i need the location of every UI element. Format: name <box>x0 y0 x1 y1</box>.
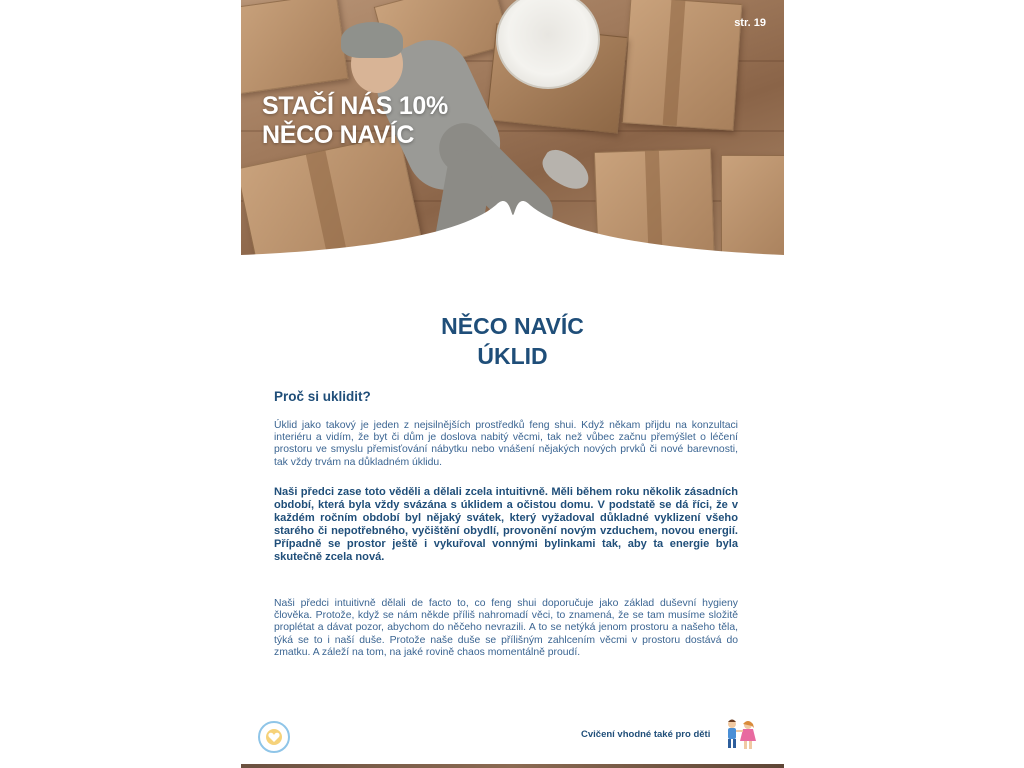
cardboard-box <box>594 148 715 270</box>
heart-logo-icon <box>258 721 290 753</box>
page-number: str. 19 <box>734 17 766 29</box>
hero-title-line1: STAČÍ NÁS 10% <box>262 92 448 120</box>
cardboard-box <box>721 155 784 262</box>
cardboard-box <box>241 134 423 270</box>
cardboard-box <box>622 0 743 131</box>
paragraph-highlight: Naši předci zase toto věděli a dělali zcela intuitivně. Měli během roku několik zásadních období, která byla vždy svázána s úklidem a očistou domu. V podstatě se dá říci, že v každém ročním období byl nějaký svátek, který vyžadoval důkladné vyklizení všeho starého či nepotřebného, vyčištění obydlí, provonění novým vzduchem, novou energií. Případně se prostor ještě i vykuřoval vonnými bylinkami tak, aby ta energie byla skutečně zcela nová. <box>274 486 738 563</box>
cardboard-box <box>241 0 349 94</box>
hero-photo <box>241 0 784 270</box>
section-heading: Proč si uklidit? <box>274 389 371 404</box>
children-icon <box>721 718 759 752</box>
page-title <box>241 311 784 371</box>
footer-note: Cvičení vhodné také pro děti <box>581 729 711 740</box>
page-title-line2: ÚKLID <box>477 343 548 369</box>
hero-title <box>262 92 448 150</box>
person-cap <box>341 22 403 58</box>
paragraph-intro: Úklid jako takový je jeden z nejsilnějších prostředků feng shui. Když někam přijdu na konzultaci interiéru a vidím, že byt či dům je doslova nabitý věcmi, tak než vůbec začnu přemýšlet o léčení prostoru ve smyslu přemisťování nábytku nebo vnášení nějakých nových prvků či nové barevnosti, tak vždy trvám na důkladném úklidu. <box>274 420 738 468</box>
page-title-line1: NĚCO NAVÍC <box>441 313 584 339</box>
hero-title-line2: NĚCO NAVÍC <box>262 121 415 149</box>
next-page-photo-strip <box>241 764 784 768</box>
paragraph-body: Naši předci intuitivně dělali de facto to, co feng shui doporučuje jako základ duševní hygieny člověka. Protože, když se nám někde příliš nahromadí věci, to znamená, že se tam musíme složitě proplétat a dávat pozor, abychom do něčeho nevrazili. A to se netýká jenom prostoru a našeho těla, týká se to i naší duše. Protože naše duše se přílišným zahlcením věcmi v prostoru dostává do zmatku. A záleží na tom, na jaké rovině chaos momentálně proudí. <box>274 598 738 658</box>
document-page <box>241 0 784 768</box>
person-shoe <box>537 145 595 196</box>
